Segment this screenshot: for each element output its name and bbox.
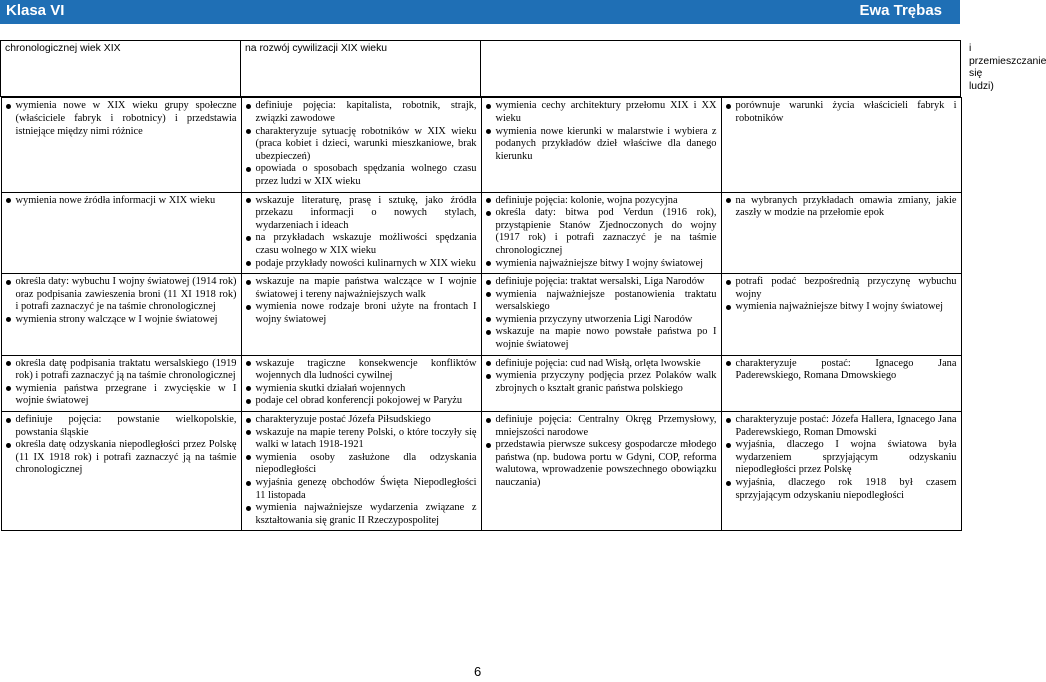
bullet-item: charakteryzuje postać: Józefa Hallera, Ignacego Jana Paderewskiego, Roman Dmowski (726, 414, 957, 439)
bullet-item: określa datę podpisania traktatu wersalskiego (1919 rok) i potrafi zaznaczyć ją na taśmie chronologicznej (6, 358, 237, 383)
table-cell (481, 412, 721, 531)
bullet-item: wyjaśnia genezę obchodów Święta Niepodległości 11 listopada (246, 477, 477, 502)
bullet-item: wskazuje literaturę, prasę i sztukę, jako źródła przekazu informacji o nowych stylach, wydarzeniach i ideach (246, 195, 477, 233)
table-cell (481, 274, 721, 356)
table-row (1, 412, 961, 531)
table-cell (1, 274, 241, 356)
bullet-item: określa datę odzyskania niepodległości przez Polskę (11 IX 1918 rok) i potrafi zaznaczyć ją na taśmie chronologicznej (6, 439, 237, 477)
bullet-item: potrafi podać bezpośrednią przyczynę wybuchu wojny (726, 276, 957, 301)
sections-table (1, 97, 962, 531)
bullet-item: podaje cel obrad konferencji pokojowej w Paryżu (246, 395, 477, 408)
bullet-item: charakteryzuje sytuację robotników w XIX wieku (praca kobiet i dzieci, warunki mieszkaniowe, brak ubezpieczeń) (246, 126, 477, 164)
table-row (1, 192, 961, 274)
bullet-item: wyjaśnia, dlaczego rok 1918 był czasem sprzyjającym odzyskaniu niepodległości (726, 477, 957, 502)
table-cell (241, 412, 481, 531)
bullet-item: określa daty: bitwa pod Verdun (1916 rok), przystąpienie Stanów Zjednoczonych do wojny (1917 rok) i potrafi zaznaczyć je na taśmie chronologicznej (486, 207, 717, 257)
bullet-item: charakteryzuje postać: Ignacego Jana Paderewskiego, Romana Dmowskiego (726, 358, 957, 383)
table-cell (721, 274, 961, 356)
bullet-item: wskazuje na mapie tereny Polski, o które toczyły się walki w latach 1918-1921 (246, 427, 477, 452)
bullet-item: opowiada o sposobach spędzania wolnego czasu przez ludzi w XIX wieku (246, 163, 477, 188)
bullet-item: wyjaśnia, dlaczego I wojna światowa była wydarzeniem sprzyjającym odzyskaniu niepodległości przez Polskę (726, 439, 957, 477)
bullet-item: podaje przykłady nowości kulinarnych w XIX wieku (246, 258, 477, 271)
table-cell (1, 355, 241, 411)
bullet-item: definiuje pojęcia: traktat wersalski, Liga Narodów (486, 276, 717, 289)
table-cell (241, 274, 481, 356)
bullet-item: na wybranych przykładach omawia zmiany, jakie zaszły w modzie na przełomie epok (726, 195, 957, 220)
table-cell (721, 98, 961, 192)
table-top-row (1, 41, 961, 97)
bullet-item: wymienia przyczyny podjęcia przez Polaków walk zbrojnych o kształt granic państwa polskiego (486, 370, 717, 395)
bullet-item: na przykładach wskazuje możliwości spędzania czasu wolnego w XIX wieku (246, 232, 477, 257)
bullet-item: wymienia najważniejsze wydarzenia związane z kształtowania się granic II Rzeczypospolitej (246, 502, 477, 527)
table-row (1, 98, 961, 192)
requirements-col-1 (1, 97, 961, 532)
bullet-item: wymienia cechy architektury przełomu XIX i XX wieku (486, 100, 717, 125)
bullet-item: wskazuje tragiczne konsekwencje konfliktów wojennych dla ludności cywilnej (246, 358, 477, 383)
bullet-item: wymienia najważniejsze postanowienia traktatu wersalskiego (486, 289, 717, 314)
bullet-item: definiuje pojęcia: cud nad Wisłą, orlęta lwowskie (486, 358, 717, 371)
class-label: Klasa VI (6, 2, 65, 19)
top-cell: chronologicznej wiek XIX (1, 41, 241, 97)
bullet-item: wskazuje na mapie nowo powstałe państwa po I wojnie światowej (486, 326, 717, 351)
table-cell (721, 412, 961, 531)
table-cell (481, 98, 721, 192)
bullet-item: charakteryzuje postać Józefa Piłsudskiego (246, 414, 477, 427)
table-cell (481, 355, 721, 411)
bullet-item: wymienia nowe źródła informacji w XIX wieku (6, 195, 237, 208)
bullet-item: porównuje warunki życia właścicieli fabryk i robotników (726, 100, 957, 125)
table-cell (1, 412, 241, 531)
bullet-item: wymienia skutki działań wojennych (246, 383, 477, 396)
top-cell: i przemieszczanie się ludzi) (481, 41, 961, 97)
bullet-item: wymienia nowe w XIX wieku grupy społeczne (właściciele fabryk i robotnicy) i przedstawia istniejące między nimi różnice (6, 100, 237, 138)
table-cell (481, 192, 721, 274)
bullet-item: definiuje pojęcia: powstanie wielkopolskie, powstania śląskie (6, 414, 237, 439)
bullet-item: wymienia najważniejsze bitwy I wojny światowej (486, 258, 717, 271)
bullet-item: wymienia osoby zasłużone dla odzyskania niepodległości (246, 452, 477, 477)
table-cell (241, 192, 481, 274)
table-row (1, 274, 961, 356)
bullet-item: wymienia nowe rodzaje broni użyte na frontach I wojny światowej (246, 301, 477, 326)
page-number: 6 (474, 664, 482, 679)
table-cell (721, 192, 961, 274)
table-cell (241, 98, 481, 192)
table-row (1, 97, 961, 532)
bullet-item: definiuje pojęcia: kapitalista, robotnik, strajk, związki zawodowe (246, 100, 477, 125)
bullet-item: wymienia strony walczące w I wojnie światowej (6, 314, 237, 327)
table-row (1, 355, 961, 411)
table-cell (241, 355, 481, 411)
bullet-item: wymienia nowe kierunki w malarstwie i wybiera z podanych przykładów dzieł właściwe dla danego kierunku (486, 126, 717, 164)
table-cell (721, 355, 961, 411)
table-cell (1, 98, 241, 192)
bullet-item: wymienia przyczyny utworzenia Ligi Narodów (486, 314, 717, 327)
bullet-item: wymienia państwa przegrane i zwycięskie w I wojnie światowej (6, 383, 237, 408)
curriculum-table (0, 40, 1046, 531)
table-cell (1, 192, 241, 274)
bullet-item: wskazuje na mapie państwa walczące w I wojnie światowej i tereny najważniejszych walk (246, 276, 477, 301)
header-bar (0, 0, 960, 24)
top-cell: na rozwój cywilizacji XIX wieku (241, 41, 481, 97)
bullet-item: definiuje pojęcia: Centralny Okręg Przemysłowy, mniejszości narodowe (486, 414, 717, 439)
author-name: Ewa Trębas (859, 2, 942, 19)
bullet-item: przedstawia pierwsze sukcesy gospodarcze młodego państwa (np. budowa portu w Gdyni, COP, reforma walutowa, wprowadzenie powszechnego obowiązku nauczania) (486, 439, 717, 489)
bullet-item: wymienia najważniejsze bitwy I wojny światowej (726, 301, 957, 314)
bullet-item: definiuje pojęcia: kolonie, wojna pozycyjna (486, 195, 717, 208)
bullet-item: określa daty: wybuchu I wojny światowej (1914 rok) oraz podpisania zawieszenia broni (11 XI 1918 rok) i potrafi zaznaczyć je na taśmie chronologicznej (6, 276, 237, 314)
